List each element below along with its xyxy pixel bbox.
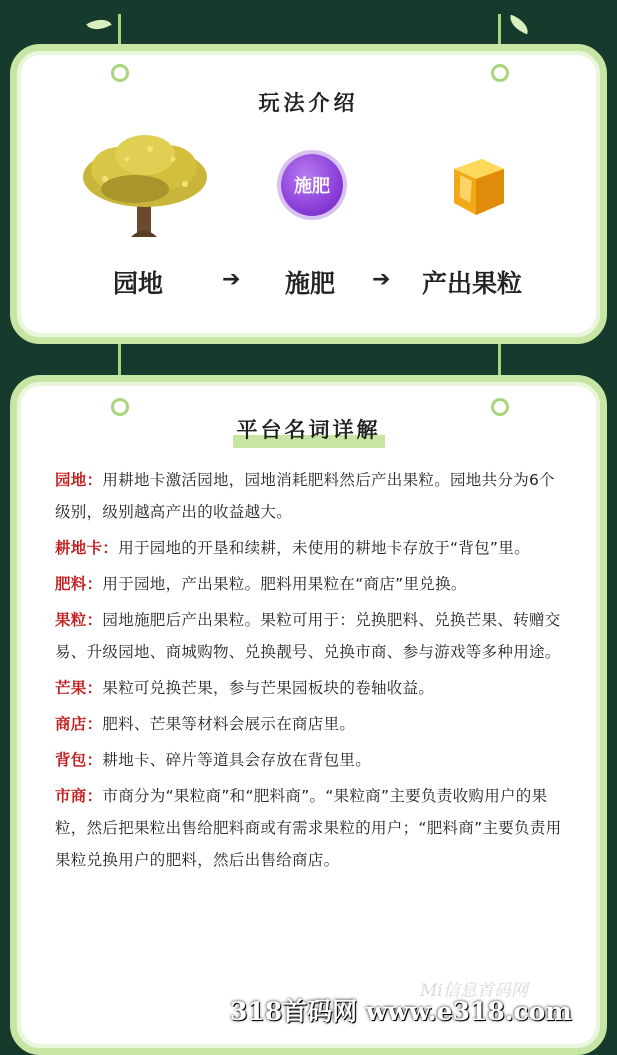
step-fertilize: 施肥: [285, 269, 336, 298]
term-label: 果粒：: [55, 611, 103, 629]
term-definition: 果粒可兑换芒果，参与芒果园板块的卷轴收益。: [102, 679, 435, 697]
intro-card: [10, 44, 607, 344]
term-label: 耕地卡：: [55, 539, 119, 557]
process-steps: [17, 264, 600, 304]
term-label: 芒果：: [55, 679, 103, 697]
hanger-ring-right-top: [491, 64, 509, 82]
hanger-ring-left-top: [111, 64, 129, 82]
term-label: 园地：: [55, 471, 103, 489]
glossary-entry-garden: [55, 464, 565, 528]
hanger-ring-right-mid: [491, 398, 509, 416]
watermark-small: Mi信息首码网: [420, 981, 528, 1001]
hanger-ring-left-mid: [111, 398, 129, 416]
glossary-title-wrap: [17, 414, 600, 448]
arrow-icon: ➔: [222, 267, 241, 292]
term-definition: 园地施肥后产出果粒。果粒可用于：兑换肥料、兑换芒果、转赠交易、升级园地、商城购物、兑换靓号、兑换市商、参与游戏等多种用途。: [55, 611, 561, 661]
fertilizer-badge-icon: [281, 154, 343, 216]
term-definition: 市商分为“果粒商”和“肥料商”。“果粒商”主要负责收购用户的果粒，然后把果粒出售给肥料商或有需求果粒的用户；“肥料商”主要负责用果粒兑换用户的肥料，然后出售给商店。: [55, 787, 562, 869]
glossary-entry-mango: [55, 672, 565, 704]
step-garden: 园地: [113, 269, 164, 298]
glossary-entry-fertilizer: [55, 568, 565, 600]
fertilizer-badge-label: 施肥: [294, 176, 330, 197]
term-label: 背包：: [55, 751, 103, 769]
term-label: 肥料：: [55, 575, 103, 593]
term-definition: 用于园地的开垦和续耕，未使用的耕地卡存放于“背包”里。: [118, 539, 530, 557]
watermark-big: 318首码网 www.e318.com: [230, 997, 572, 1026]
leaf-decoration-right: [506, 15, 531, 35]
leaf-decoration-left: [86, 13, 112, 35]
glossary-title: 平台名词详解: [233, 414, 385, 448]
glossary-entry-fruit: [55, 604, 565, 668]
term-definition: 用耕地卡激活园地，园地消耗肥料然后产出果粒。园地共分为6个级别，级别越高产出的收益越大。: [55, 471, 555, 521]
tree-icon: [75, 129, 215, 249]
term-definition: 肥料、芒果等材料会展示在商店里。: [102, 715, 356, 733]
glossary-card: [10, 375, 607, 1055]
term-label: 商店：: [55, 715, 103, 733]
term-definition: 用于园地，产出果粒。肥料用果粒在“商店”里兑换。: [102, 575, 467, 593]
glossary-entry-backpack: [55, 744, 565, 776]
fruit-cube-icon: [442, 151, 512, 221]
glossary-entry-plow-card: [55, 532, 565, 564]
intro-title: 玩法介绍: [258, 91, 359, 115]
intro-icons: [17, 129, 600, 249]
glossary-list: [55, 464, 565, 880]
term-label: 市商：: [55, 787, 103, 805]
arrow-icon: ➔: [372, 267, 391, 292]
step-produce-fruit: 产出果粒: [422, 269, 523, 298]
term-definition: 耕地卡、碎片等道具会存放在背包里。: [102, 751, 372, 769]
glossary-entry-shop: [55, 708, 565, 740]
glossary-entry-market-maker: [55, 780, 565, 876]
